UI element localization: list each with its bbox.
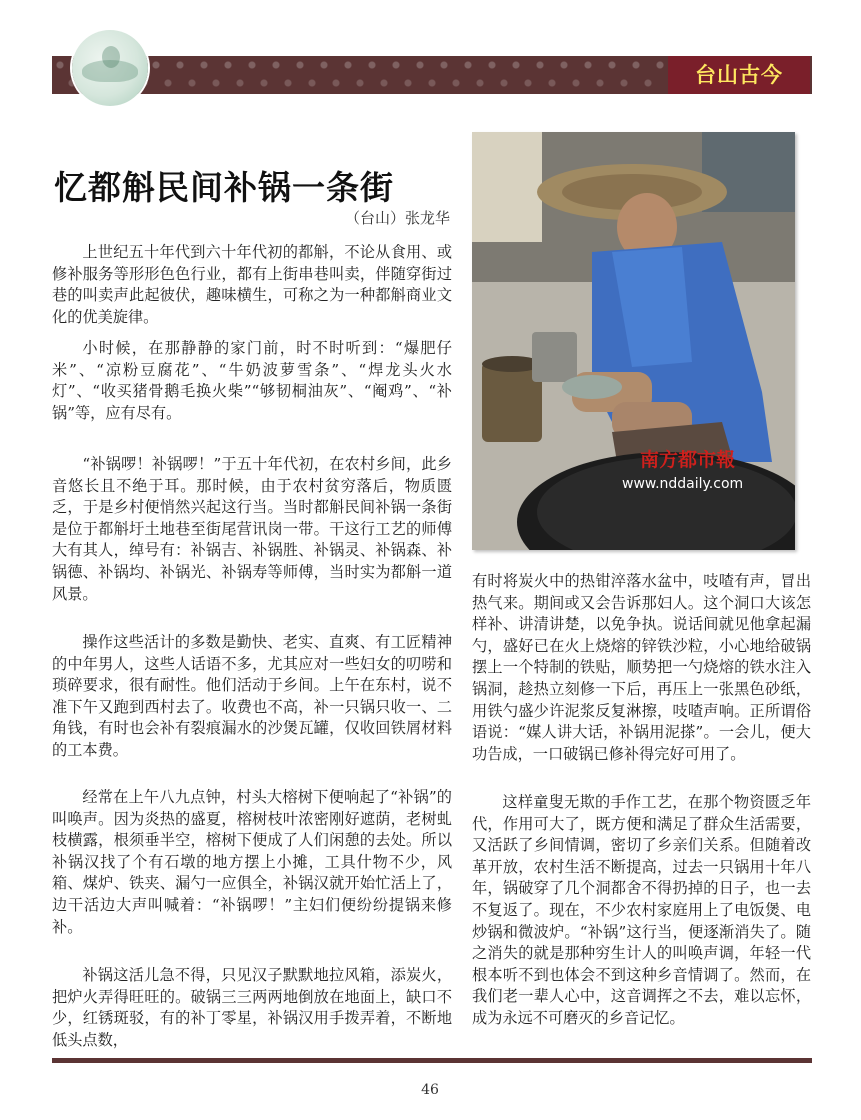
footer-rule (52, 1058, 812, 1063)
paragraph-7: 有时将炭火中的热钳淬落水盆中，吱喳有声，冒出热气来。期间或又会告诉那妇人。这个洞口大该怎样补、讲清讲楚，以免争执。说话间就见他拿起漏勺，盛好已在火上烧熔的锌铁沙粒，小心地给破锅摆上一个特制的铁贴，顺势把一勺烧熔的铁水注入锅洞，趁热立刻修一下后，再压上一张黑色砂纸，用铁勺盛少许泥浆反复淋擦，吱喳声响。正所谓俗语说：“媒人讲大话，补锅用泥搽”。一会儿，便大功告成，一口破锅已修补得完好可用了。 (472, 572, 811, 763)
paragraph-3: “补锅啰！补锅啰！”于五十年代初，在农村乡间，此乡音悠长且不绝于耳。那时候，由于农村贫穷落后，物质匮乏，于是乡村便悄然兴起这行当。当时都斛民间补锅一条街是位于都斛圩土地巷至街尾营讯岗一带。干这行工艺的师傅大有其人，绰号有：补锅吉、补锅胜、补锅灵、补锅森、补锅德、补锅均、补锅光、补锅寿等师傅，当时实为都斛一道风景。 (52, 455, 452, 603)
paragraph-2: 小时候，在那静静的家门前，时不时听到：“爆肥仔米”、“凉粉豆腐花”、“牛奶波萝雪条”、“焊龙头火水灯”、“收买猪骨鹅毛换火柴”“够韧桐油灰”、“阉鸡”、“补锅”等，应有尽有。 (52, 339, 452, 422)
paragraph-1: 上世纪五十年代到六十年代初的都斛，不论从食用、或修补服务等形形色色行业，都有上街串巷叫卖，伴随穿街过巷的叫卖声此起彼伏，趣味横生，可称之为一种都斛商业文化的优美旋律。 (52, 243, 452, 326)
photo-illustration (472, 132, 795, 550)
paragraph-4: 操作这些活计的多数是勤快、老实、直爽、有工匠精神的中年男人，这些人话语不多，尤其应对一些妇女的叨唠和琐碎要求，很有耐性。他们活动于乡间。上午在东村，说不准下午又跑到西村去了。收费也不高，补一只锅只收一、二角钱，有时也会补有裂痕漏水的沙煲瓦罐，仅收回铁屑材料的工本费。 (52, 633, 452, 759)
photo-pot-repairman (472, 132, 795, 550)
watermark-url: www.nddaily.com (622, 476, 744, 492)
paragraph-5: 经常在上午八九点钟，村头大榕树下便响起了“补锅”的叫唤声。因为炎热的盛夏，榕树枝叶浓密刚好遮荫，老树虬枝横露，根须垂半空，榕树下便成了人们闲憩的去处。所以补锅汉找了个有石墩的地方摆上小摊，工具什物不少，风箱、煤炉、铁夹、漏勺一应俱全，补锅汉就开始忙活上了，边干活边大声叫喊着：“补锅啰！”主妇们便纷纷提锅来修补。 (52, 788, 452, 936)
article-title: 忆都斛民间补锅一条街 (54, 168, 394, 207)
watermark-name: 南方都市報 (640, 449, 736, 471)
paragraph-8: 这样童叟无欺的手作工艺，在那个物资匮乏年代，作用可大了，既方便和满足了群众生活需要，又活跃了乡间情调，密切了乡亲们关系。但随着改革开放，农村生活不断提高，过去一只锅用十年八年，锅破穿了几个洞都舍不得扔掉的日子，也一去不复返了。现在，不少农村家庭用上了电饭煲、电炒锅和微波炉。“补锅”这行当，便逐渐消失了。随之消失的就是那种穷生计人的叫唤声调，年轻一代根本听不到也体会不到这种乡音情调了。然而，在我们老一辈人心中，这音调挥之不去，难以忘怀，成为永远不可磨灭的乡音记忆。 (472, 793, 811, 1027)
page-number: 46 (421, 1082, 439, 1098)
article-author: （台山）张龙华 (344, 209, 450, 227)
column-name: 台山古今 (668, 56, 810, 94)
paragraph-6: 补锅这活儿急不得，只见汉子默默地拉风箱，添炭火，把炉火弄得旺旺的。破锅三三两两地倒放在地面上，缺口不少，红锈斑驳，有的补丁零星，补锅汉用手拨弄着，不断地低头点数， (52, 966, 452, 1049)
landscape-emblem-icon (72, 30, 148, 106)
